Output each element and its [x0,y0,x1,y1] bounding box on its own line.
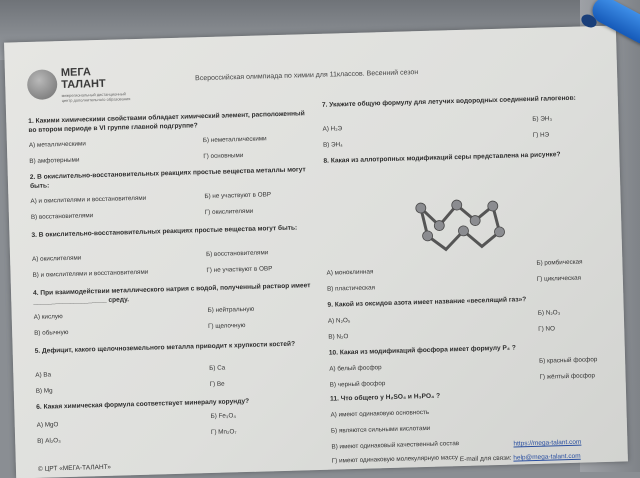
logo-globe-icon [27,69,58,100]
q1-option-b: Б) неметаллическими [202,135,267,145]
q8-option-d: Г) циклическая [536,274,582,283]
q8-option-b: Б) ромбическая [536,258,583,267]
q2-option-c: В) восстановителями [30,212,94,221]
sulfur-atom-7 [458,226,468,236]
q6-option-d: Г) Mn₂O₇ [210,428,237,437]
q9-option-b: Б) N₂O₃ [537,309,561,317]
question-1: 1. Какими химическими свойствами обладает химический элемент, расположенный во втором периоде в VI группе главной подгруппе? [28,110,305,134]
q7-option-d: Г) НЭ [532,131,550,139]
q1-option-a: А) металлическими [28,140,86,149]
q10-option-b: Б) красный фосфор [539,356,598,365]
q6-option-a: А) MgO [36,421,59,429]
q1-option-c: В) амфотерными [29,156,80,165]
q11-option-a: А) имеют одинаковую основность [330,408,430,419]
q4-option-a: А) кислую [33,313,63,321]
footer-copyright: © ЦРТ «МЕГА-ТАЛАНТ» [37,463,112,473]
q4-option-c: В) обычную [34,328,69,337]
q5-option-c: В) Mg [35,387,53,395]
q2-option-a: А) и окислителями и восстановителями [30,194,147,205]
question-3: 3. В окислительно-восстановительных реакциях простые вещества могут быть: [31,224,298,239]
logo-title [61,66,106,91]
q3-option-c: В) и окислителями и восстановителями [32,268,149,279]
footer-site-link[interactable]: https://mega-talant.com [513,438,582,448]
q10-option-d: Г) жёлтый фосфор [539,372,596,381]
sulfur-atom-1 [416,203,426,213]
q7-option-a: А) H₂Э [322,125,343,133]
question-10: 10. Какая из модификаций фосфора имеет формулу P₄ ? [328,344,516,357]
sulfur-atom-6 [494,227,504,237]
question-4: 4. При взаимодействии металлического натрия с водой, полученный раствор имеет ____________________ среду. [32,282,311,306]
logo-line1: МЕГА [60,66,92,80]
q10-option-c: В) черный фосфор [329,380,386,389]
logo-subtitle: межрегиональный дистанционный центр дополнительного образования [61,91,131,104]
q3-option-d: Г) не участвуют в ОВР [206,265,273,275]
q11-option-d: Г) имеют одинаковую молекулярную массу [331,454,459,465]
q2-option-d: Г) окислителями [204,207,254,217]
q8-option-c: В) пластическая [326,284,376,293]
q5-option-b: Б) Ca [209,364,226,373]
question-9: 9. Какой из оксидов азота имеет название «веселящий газ»? [327,296,527,309]
question-7: 7. Укажите общую формулу для летучих водородных соединений галогенов: [321,94,576,109]
sulfur-atom-2 [434,220,444,230]
sulfur-atom-5 [488,201,498,211]
q10-option-a: А) белый фосфор [329,364,382,373]
q4-option-d: Г) щелочную [207,322,246,331]
q9-option-c: В) N₂O [328,333,349,341]
q7-option-b: Б) ЭН₃ [532,115,553,123]
q11-option-b: Б) являются сильными кислотами [330,424,431,435]
question-11: 11. Что общего у H₂SO₄ и H₃PO₄ ? [330,392,441,403]
q1-option-d: Г) основными [203,151,244,161]
sulfur-molecule-image [410,194,508,255]
footer-email-link[interactable]: help@mega-talant.com [513,452,581,462]
q7-option-c: В) ЭН₄ [322,141,343,149]
footer-email-label: E-mail для связи: [459,454,512,464]
sulfur-atom-4 [470,215,480,225]
q9-option-a: А) N₂O₅ [327,317,351,325]
q11-option-c: В) имеют одинаковый качественный состав [331,440,460,451]
q3-option-a: А) окислителями [31,254,82,263]
q6-option-c: В) Al₂O₃ [37,437,61,445]
q6-option-b: Б) Fe₃O₄ [210,412,237,421]
footer-email-row [460,453,581,463]
sulfur-atom-3 [452,200,462,210]
page-header: Всероссийская олимпиада по химии для 11классов. Весенний сезон [195,69,419,83]
logo-line2: ТАЛАНТ [61,77,106,92]
sulfur-atom-8 [422,231,432,241]
q8-option-a: А) моноклинная [326,268,374,277]
q4-option-b: Б) нейтральную [207,305,255,315]
question-8: 8. Какая из аллотропных модификаций серы представлена на рисунке? [323,151,561,165]
question-6: 6. Какая химическая формула соответствует минералу корунду? [36,397,250,411]
q5-option-a: А) Ba [35,371,52,379]
q5-option-d: Г) Be [209,380,225,389]
q2-option-b: Б) не участвуют в ОВР [204,191,272,201]
q3-option-b: Б) восстановителями [205,249,269,259]
question-2: 2. В окислительно-восстановительных реакциях простые вещества металлы могут быть: [29,166,306,190]
q9-option-d: Г) NO [538,325,556,333]
worksheet-page [4,26,628,478]
question-5: 5. Дефицит, какого щелочноземельного металла приводит к хрупкости костей? [34,340,296,355]
